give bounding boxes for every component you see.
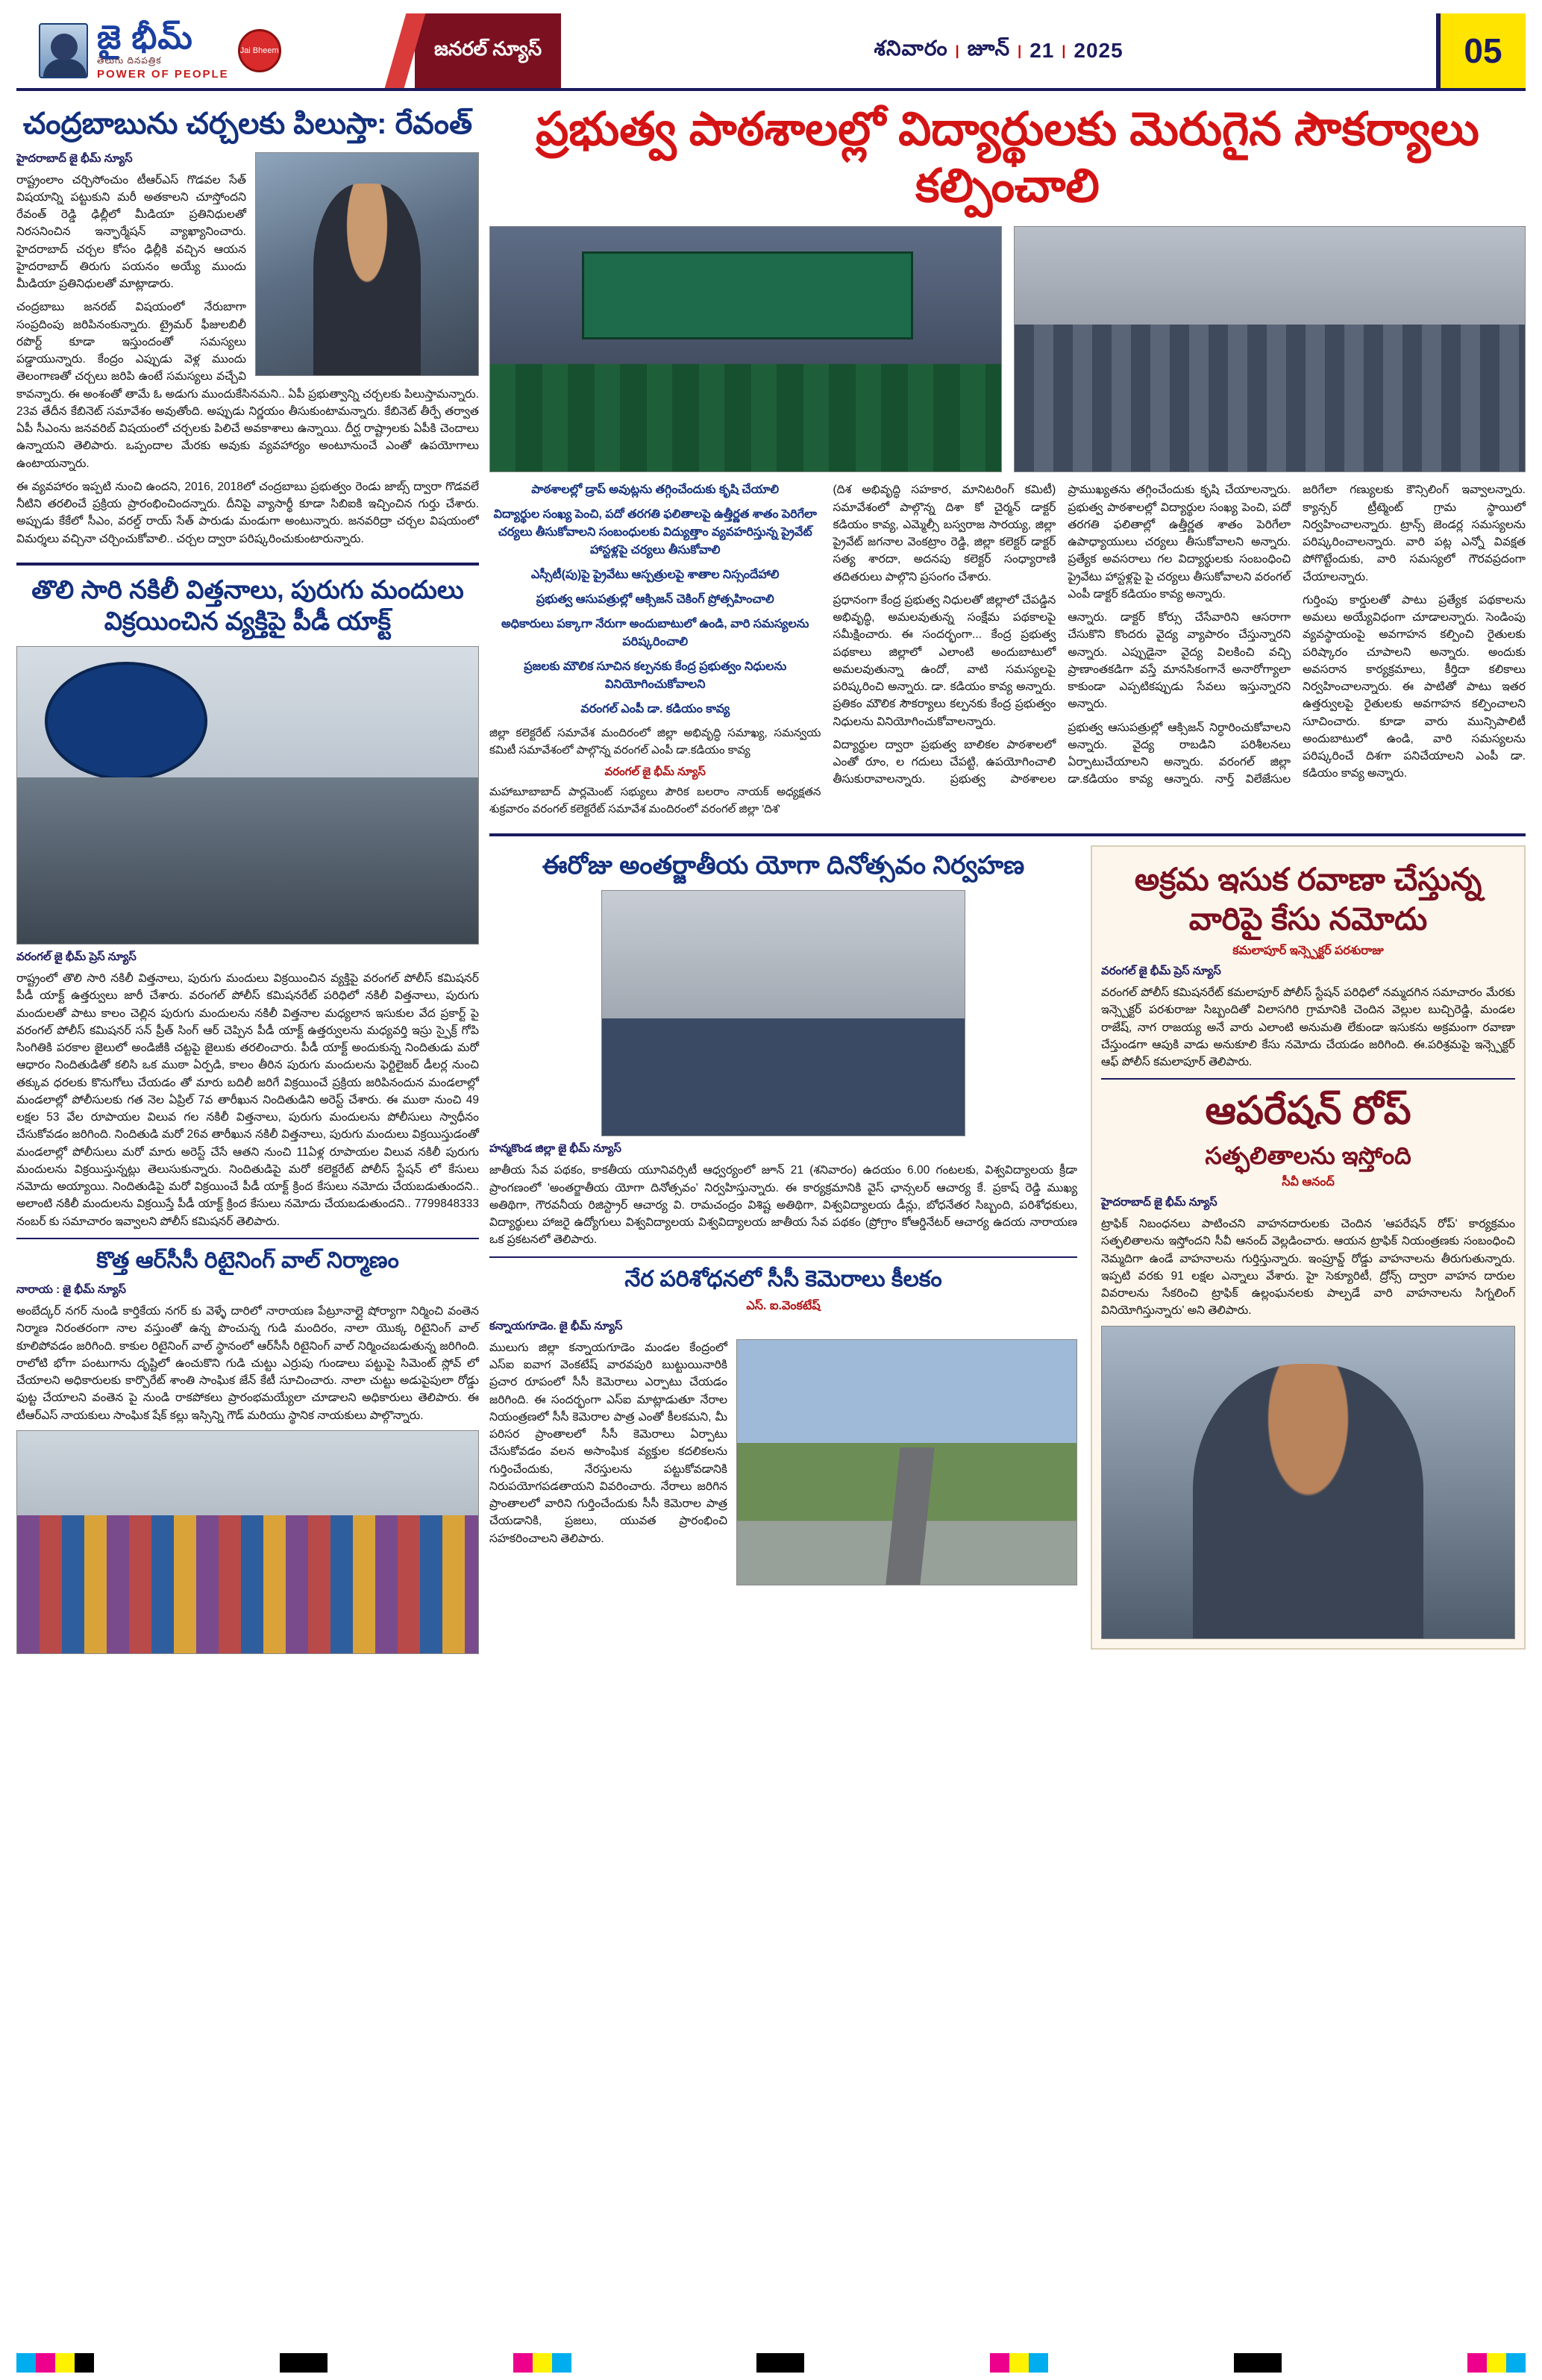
article-cctv-kicker: కన్నాయగూడెం. జై భీమ్ న్యూస్ — [489, 1319, 623, 1333]
article-sand-kicker: వరంగల్ జై భీమ్ ప్రెస్ న్యూస్ — [1101, 965, 1221, 978]
article-rope-kicker: హైదరాబాద్ జై భీమ్ న్యూస్ — [1101, 1196, 1217, 1209]
article-revanth-para-2: చంద్రబాబు జనరబ్ విషయంలో నేరుబాగా సంప్రదింపు జరిపినంకున్నారు. ట్రైమర్ ఫీజులబిలీ రపొర్ట్ కూడా ఇస్తుందంతో సమస్యలు పడ్డాయున్నారు. కేంద్రం ఎప్పుడు వెళ్ల ముందు తెలంగాణతో చర్చలు జరిపి ఉంటే సమస్యలు వచ్చేవి కావన్నారు. ఈ అంశంతో తామే ఓ అడుగు ముందుకేసినమని.. ఏపీ ప్రభుత్వాన్ని చర్చలకు పిలుస్తామన్నారు. 23వ తేదీన కేబినెట్ సమావేశం అవుతోంది. అప్పుడు నిర్ణయం తీసుకుంటామన్నారు. కేబినెట్ తీర్పే తర్వాత ఏపీ సీఎంను జనవరిబ్ విషయంలో చర్చలకు పిలిచే అవకాశాలు ఉన్నాయి. దీర్ఘ రాష్ట్రాలకు ఏపీకి చెందాలు ఉన్నాయని తెలిపారు. ఒప్పందాల మేరకు అవుకు వ్యవహార్యం అంటూనుంచే ఎంతో ఉపయోగాలు ఉంటాయన్నారు. — [16, 301, 479, 470]
article-yoga-photo — [601, 890, 966, 1136]
article-rcc-wall-headline: కొత్త ఆర్‌సీసీ రిటైనింగ్ వాల్ నిర్మాణం — [96, 1247, 399, 1273]
article-cctv-headline: నేర పరిశోధనలో సీసీ కెమెరాలు కీలకం — [624, 1266, 942, 1291]
logo-title: జై భీమ్ — [97, 19, 193, 56]
article-pd-act-kicker: వరంగల్ జై భీమ్ ప్రెస్ న్యూస్ — [16, 951, 137, 964]
article-rope-photo — [1101, 1326, 1515, 1639]
date-bar — [561, 13, 1436, 88]
date-month: జూన్ — [967, 36, 1011, 60]
lead-caption-para: మహాబూబాబాద్ పార్లమెంట్ సభ్యులు పౌరిక బలరాం నాయక్ అధ్యక్షతన శుక్రవారం వరంగల్ కలెక్టరేట్ సమావేశ మందిరంలో వరంగల్ జిల్లా 'దిశ' — [489, 786, 821, 815]
reg-swatch-yellow-4 — [1487, 2353, 1506, 2373]
lead-para-5: ప్రభుత్వ ఆసుపత్రుల్లో ఆక్సిజన్ నిర్ధారించుకోవాలని అన్నారు. వైద్య రాబడిని పరిశీలనలు ఏర్పాటుచేయాలని అన్నారు. వరంగల్ జిల్లా డా.కడియం కావ్య ఆన్నారు. నార్త్ విలేజేసుల జరిగేలా గణ్యులకు కౌన్సిలింగ్ ఇవ్వాలన్నారు. క్యాన్సర్ ట్రీట్మెంట్ గ్రామ స్థాయిలో నిర్వహించాలన్నారు. ట్రాన్స్ జెండర్ల సమస్యలను పరిష్కరించాలన్నారు. వారి పట్ల ఎన్నో వివక్షత పోగొట్టేందుకు, వారి సమస్యలో గౌరవప్రదంగా చేయాలన్నారు. — [1068, 483, 1526, 786]
reg-bar-black-3 — [1234, 2353, 1282, 2373]
article-operation-rope — [1101, 1087, 1515, 1638]
divider-2 — [16, 1238, 479, 1239]
date-sep-1: | — [955, 43, 960, 58]
article-lead-story — [489, 101, 1526, 824]
lead-byline: వరంగల్ జై భీమ్ న్యూస్ — [604, 765, 706, 779]
reg-swatch-cyan — [16, 2353, 36, 2373]
lead-headline: ప్రభుత్వ పాఠశాలల్లో విద్యార్థులకు మెరుగైన సౌకర్యాలు కల్పించాలి — [536, 104, 1479, 212]
article-pd-act-para-1: రాష్ట్రంలో తొలి సారి నకిలీ విత్తనాలు, పురుగు మందులు విక్రయించిన వ్యక్తిపై వరంగల్ పోలీస్ కమిషనర్ పీడీ యాక్ట్ ఉత్తర్వులు జారీ చేశారు. వరంగల్ పోలీస్ కమిషనరేట్ పరిధిలో నకిలీ విత్తనాలు, పురుగు మందులతో పాటు కాలం చెల్లిన పురుగు మందులను నకిలీ విత్తనాల మధ్యలాన ఇసుకుల వేద ప్రకార్ట్ పై వరంగల్ పోలీస్ కమిషనర్ సన్ ప్రీత్ సింగ్ ఆర్ చెప్పిన పీడీ యాక్ట్ ఉత్తర్వులను మధ్యవర్తి ఇస్రు స్పైక్ర్ గోపి సింగితికి పరకాల జైలులో అండిజీకి చట్టపై జైలుకు తరలించారు. పీడీ యాక్ట్ అందుకున్న నిందితుడు మరో ఆధారం నిందితుడితో కలిసి ఒక ముఠా ఏర్పడి, కాలం తీరిన పురుగు మందులను ఫెర్టిలైజర్ డీలర్ల నుంచి తక్కువ ధరలకు కొనుగోలు చేయడం తో మారు బదిలీ జరిగే విక్రయించే ప్రక్రియ జరిపినందున మండలాల్లో మండలాల్లో పోలీసులకు గత నెల ఏప్రిల్ 7వ తారీఖున నిందితుడిని అరెస్ట్ చేశారు. ఈ ముఠా నుంచి 49 లక్షల 53 వేల రూపాయల విలువ గల నకిలీ విత్తనాలు, పురుగు మందులను పోలీసులు స్వాధీనం చేసుకోవడం జరిగింది. నిందితుడి మరో 26వ తారీఖున నకిలీ విత్తనాలు, పురుగు మందులు విక్రయిస్తుడంతో మండలాల్లో పోలీసులు మరో మారు అరెస్ట్ చేసే ఆతని నుంచి 11ఏళ్ల రూపాయల విలువ నకిలీ పురుగు మందులను విక్రయిస్తున్నట్లు తెలుసుకున్నారు. నిందితుడిపై మరో కలెక్టరేట్ పోలీస్ స్టేషన్ లో కేసులు నమోదు అయ్యాయి. నిందితుడిపై మరో విక్రయించే పీడీ యాక్ట్ క్రింద కేసులు నమోదు చేయబడుతుందని.. అలాంటి నకిలీ మందులను విక్రయిస్తే పీడీ యాక్ట్ క్రింద కేసులు నమోదు చేయబడుతుందని.. 7799848333 నంబర్ కు సమాచారం ఇవ్వాలని పోలీస్ కమిషనర్ తెలిపారు. — [16, 972, 479, 1228]
article-revanth-para-3: ఈ వ్యవహారం ఇప్పటి నుంచి ఉందని, 2016, 2018లో చంద్రబాబు ప్రభుత్వం రెండు జాబ్స్ ద్వారా గొడవలే నీటిని తరలించే ప్రక్రియ ప్రారంభించిందన్నారు. దీనిపై వ్యాసార్థీ కూడా సిబిఐకి ఇచ్చించిన గుర్తు చేశారు. అప్పుడు కేకేలో సీఎం, వరల్డ్ రాయ్ సేత్ పారుడు మండుగా అంటున్నారు. జనవరిద్రా చర్చల విషయంలో విమర్శలు వచ్చినా చర్చించుకోవాలి.. చర్చల ద్వారా పరిష్కరించుకుంటారున్నారు. — [16, 480, 479, 545]
registration-group-2 — [513, 2353, 571, 2373]
lead-para-4: ఆన్నారు. డాక్టర్ కోర్సు చేసేవారిని ఆసరాగా చేసుకొని కొందరు వైద్య వ్యాపారం చేస్తున్నారని అన్నారు. ఎప్పుడైనా వైద్య విలకించి వచ్చి ప్రాణాంతకడిగా వస్తే మానసికంగానే అనారోగ్యాలా కాకుండా ఎప్పటికప్పుడు సేవలు ఇస్తున్నారని అన్నారు. — [1068, 611, 1291, 711]
article-pd-act — [16, 574, 479, 1230]
lead-para-3: విద్యార్థుల ద్వారా ప్రభుత్వ బాలికల పాఠశాలలో ఎంతో రూం, ల గదులు చేపట్టి, ఉపయోగించాలి తీసుకురావాలన్నారు. ప్రభుత్వ పాఠశాలల ప్రాముఖ్యతను తగ్గించేందుకు కృషి చేయాలన్నారు. ప్రభుత్వ పాఠశాలల్లో విద్యార్థుల సంఖ్య పెంచి, పదో తరగతి ఫలితాల్లో ఉత్తీర్ణత శాతం పెరిగేలా ఉపాధ్యాయులు చర్యలు తీసుకోవాలని అన్నారు. ప్రత్యేక అవసరాలు గల విద్యార్థులకు సంబంధించి ప్రైవేటు హాస్టళ్లపై పై చర్యలు తీసుకోవాలని వరంగల్ ఎంపీ డాక్టర్ కడియం కావ్య అన్నారు. — [833, 483, 1291, 786]
article-rope-headline: ఆపరేషన్ రోప్ — [1205, 1089, 1411, 1133]
reg-swatch-cyan-3 — [1029, 2353, 1048, 2373]
lead-bullet-5: అధికారులు పక్కాగా నేరుగా అందుబాటులో ఉండి, వారి సమస్యలను పరిష్కరించాలి — [501, 618, 809, 649]
registration-group-1 — [16, 2353, 94, 2373]
date-day: శనివారం — [874, 36, 948, 60]
page-number: 05 — [1436, 13, 1526, 88]
reg-bar-black-2 — [756, 2353, 804, 2373]
lead-bullet-3: ఎస్సీటీ(పు)పై ప్రైవేటు ఆస్పత్రులపై శాతాల నిస్సందేహాలి — [530, 569, 780, 582]
page-content — [16, 101, 1526, 1654]
article-revanth — [16, 106, 479, 554]
article-yoga-para-1: జాతీయ సేవ పథకం, కాకతీయ యూనివర్సిటీ ఆధ్వర్యంలో జూన్ 21 (శనివారం) ఉదయం 6.00 గంటలకు, విశ్వవిద్యాలయ క్రీడా ప్రాంగణంలో 'అంతర్జాతీయ యోగా దినోత్సవం' నిర్వహిస్తున్నారు. ఈ కార్యక్రమానికి వైస్ ఛాన్సలర్ ఆచార్య కే. ప్రకాష్ రెడ్డి ముఖ్య అతిథిగా, గౌరవనీయ రిజిస్ట్రార్ ఆచార్య వి. రామచంద్రం విశిష్ట అతిథిగా, విశ్వవిద్యాలయ డీన్లు, బోధనేతర సిబ్బంది, పరిశోధకులు, విద్యార్థులు హాజరై ఉద్యోగులు విశ్వవిద్యాలయ విశ్వవిద్యాలయ జాతీయ సేవ పథకం (ప్రోగ్రాం కోఆర్డినేటర్ ఆచార్య ఉదయ నారాయణ ఒక ప్రకటనలో తెలిపారు. — [489, 1164, 1078, 1247]
divider-3 — [489, 833, 1526, 836]
article-cctv-credit: ఎస్. ఐ.వెంకటేష్ — [746, 1299, 821, 1312]
reg-swatch-magenta-2 — [513, 2353, 533, 2373]
section-tab: జనరల్ న్యూస్ — [415, 13, 561, 88]
logo-subtitle: తెలుగు దినపత్రిక — [97, 55, 162, 66]
article-cctv-para-1: ములుగు జిల్లా కన్నాయగూడెం మండల కేంద్రంలో ఎస్ఐ ఐవాగ వెంకటేష్ వారవపురి బుట్టుయినారికి ప్రచార రూపంలో సీసీ కెమెరాలు ఎర్పాటు చేయడం జరిగింది. ఈ సందర్భంగా ఎస్ఐ మాట్లాడుతూ నేరాల నియంత్రణలో సీసీ కెమెరాల పాత్ర ఎంతో కీలకమని, మీ పరిసర ప్రాంతాలలో సీసీ కెమెరాలు ఏర్పాటు చేసుకోవడం వలన అసాంఘిక వ్యక్తుల కదలికలను గుర్తించేందుకు, నేరస్తులను పట్టుకోవడానికి నిరుపయోగపడతాయని వివరించారు. నేరాలు జరిగిన ప్రాంతాలలో వారిని గుర్తించేందుకు సీసీ కెమెరాల పాత్ర చేయడానికి, ప్రజలు, యువత ప్రారంభించి సహకరించాలని తెలిపారు. — [489, 1341, 727, 1545]
lead-bullet-7: వరంగల్ ఎంపీ డా. కడియం కావ్య — [580, 703, 730, 716]
lead-bullet-2: విద్యార్థుల సంఖ్య పెంచి, పదో తరగతి ఫలితాలపై ఉత్తీర్ణత శాతం పెరిగేలా చర్యలు తీసుకోవాలని సంబంధులకు విద్యుత్తాం వ్యవహరిస్తున్న ప్రైవేట్ హాస్టళ్లపై చర్యలు తీసుకోవాలి — [493, 508, 817, 557]
newspaper-logo — [16, 13, 412, 88]
lead-bullet-1: పాఠశాలల్లో డ్రాప్ అవుట్లను తగ్గించేందుకు కృషి చేయాలి — [531, 483, 780, 497]
article-sand-headline: అక్రమ ఇసుక రవాణా చేస్తున్న వారిపై కేసు నమోదు — [1134, 862, 1482, 937]
article-rcc-wall — [16, 1247, 479, 1654]
lead-para-6: గుర్తింపు కార్డులతో పాటు ప్రత్యేక పథకాలను అమలు అయ్యేవిధంగా చూడాలన్నారు. సెండింపు వ్యవస్థాయంపై అవగాహన కల్పించి రైతులకు పరిష్కారం చూపాలని అన్నారు. అందుకు అవసరాన కార్యక్రమాలు, కీర్తిదా కలికాలు నిర్వహించాలన్నారు. ఈ పాటితో పాటు ఇతర ఉత్తర్వులపై రైతులకు అవగాహన కల్పించాలని సూచించారు. కూడా వారు మున్సిపాలిటీ అందుబాటులో ఉండి, వారి సమస్యలను పరిష్కరించే దిశగా పనిచేయాలని ఎంపీ డా. కడియం కావ్య అన్నారు. — [1303, 593, 1526, 780]
logo-english-tagline: POWER OF PEOPLE — [97, 68, 229, 81]
date-day-number: 21 — [1029, 39, 1055, 62]
lead-photo-2 — [1014, 226, 1526, 472]
reg-swatch-black — [75, 2353, 94, 2373]
reg-swatch-yellow-2 — [533, 2353, 552, 2373]
reg-swatch-cyan-2 — [552, 2353, 571, 2373]
lead-bullet-8: జిల్లా కలెక్టరేట్ సమావేశ మందిరంలో జిల్లా అభివృద్ధి సమాఖ్య, సమన్వయ కమిటీ సమావేశంలో పాల్గొన్న వరంగల్ ఎంపీ డా.కడియం కావ్య — [489, 727, 821, 757]
lead-photo-1 — [489, 226, 1002, 472]
article-rcc-wall-photo — [16, 1430, 479, 1654]
reg-swatch-magenta-4 — [1467, 2353, 1487, 2373]
lead-bullet-4: ప్రభుత్వ ఆసుపత్రుల్లో ఆక్సిజన్ చెకింగ్ ప్రోత్సహించాలి — [536, 593, 774, 607]
article-pd-act-headline: తొలి సారి నకిలీ విత్తనాలు, పురుగు మందులు విక్రయించిన వ్యక్తిపై పీడీ యాక్ట్ — [31, 575, 464, 636]
founder-portrait-icon — [39, 23, 88, 78]
right-lower-panel — [1091, 845, 1526, 1649]
reg-swatch-yellow-3 — [1009, 2353, 1029, 2373]
article-revanth-headline: చంద్రబాబును చర్చలకు పిలుస్తా: రేవంత్ — [22, 107, 473, 140]
article-yoga-headline: ఈరోజు అంతర్జాతీయ యోగా దినోత్సవం నిర్వహణ — [542, 851, 1025, 880]
article-revanth-kicker: హైదరాబాద్ జై భీమ్ న్యూస్ — [16, 151, 133, 165]
article-sand-credit: కమలాపూర్ ఇన్స్పెక్టర్ పరశురాజు — [1232, 945, 1384, 958]
article-rope-para-1: ట్రాఫిక్ నిబంధనలు పాటించని వాహనదారులకు చెందిన 'ఆపరేషన్ రోప్' కార్యక్రమం సత్ఫలితాలను ఇస్తోందని సీవీ ఆనంద్ వెల్లడించారు. ఆయన ట్రాఫిక్ నియంత్రణకు సంబంధించి నెమ్మదిగా ఉండే వాహనాలను గుర్తిస్తున్నారు. ఇంప్రూవ్డ్ రోడ్డు వాహనాలను తీరుగుతున్నారు. ఇప్పటి వరకు 91 లక్షల ఎన్నాలు వేశారు. హై సెక్యూరిటీ, ద్రోన్స్ ద్వారా వాహన దారుల వివరాలను సేకరించి ట్రాఫిక్ ఉల్లంఘనలకు పాల్పడే వారి వాహనాలను సిగ్నలింగ్ వినియోగిస్తున్నారు' అని తెలిపారు. — [1101, 1218, 1515, 1318]
article-revanth-para-1: రాష్ట్రంలాం చర్చిసోంచుం టీఆర్ఎస్ గొడవల సేత్ విషయాన్ని పట్టుకుని మరీ అతకాలని చూస్తోందని రేవంత్ రెడ్డి ఢిల్లీలో మీడియా ప్రతినిధులతో నిరసనించిన ఇన్ఫార్మేషన్ వ్యాఖ్యానించారు. హైదరాబాద్ చర్చల కోసం ఢిల్లీకి వచ్చిన ఆయన హైదరాబాద్ తిరుగు పయనం అయ్యే ముందు మీడియా ప్రతినిధులతో మాట్లాడారు. — [16, 173, 246, 291]
print-registration-bar — [16, 2353, 1526, 2373]
divider-4 — [489, 1256, 1077, 1258]
article-sand-para-1: వరంగల్ పోలీస్ కమిషనరేట్ కమలాపూర్ పోలీస్ స్టేషన్ పరిధిలో నమ్మదగిన సమాచారం మేరకు ఇన్స్పెక్టర్ పరశురాజు సిబ్బందితో విలాసగిరి గ్రామానికి చెందిన వెల్లుల బుచ్చిరెడ్డి, మండల రాజేష్, నాగ రాజయ్య అనే వారు ఎలాంటి అనుమతి లేకుండా ఇసుకను అక్రమంగా రవాణా చేస్తుండగా ఆపుకి వాడు అనుకూలి కేసు నమోదు చేయడం జరిగింది. ఈ.పరిశ్రమపై ఇన్స్పెక్టర్ ఆఫ్ పోలీస్ కమలాపూర్ తెలిపారు. — [1101, 986, 1515, 1069]
date-sep-2: | — [1018, 43, 1023, 58]
article-rope-subhead: సత్ఫలితాలను ఇస్తోంది — [1205, 1142, 1411, 1169]
date-sep-3: | — [1062, 43, 1067, 58]
reg-swatch-magenta-3 — [990, 2353, 1009, 2373]
reg-swatch-yellow — [55, 2353, 75, 2373]
article-yoga — [489, 850, 1077, 1248]
article-cctv — [489, 1265, 1077, 1591]
article-sand — [1101, 860, 1515, 1071]
jai-bheem-badge-icon: Jai Bheem — [238, 29, 281, 72]
lead-body-columns — [833, 481, 1526, 824]
middle-lower-block — [489, 845, 1077, 1649]
masthead — [16, 13, 1526, 91]
divider-5 — [1101, 1078, 1515, 1080]
article-rcc-wall-kicker: నారాయ : జై భీమ్ న్యూస్ — [16, 1283, 126, 1297]
lead-para-1: (దిశ అభివృద్ధి సహకార, మానిటరింగ్ కమిటీ) సమావేశంలో పాల్గొన్న దిశా కో చైర్మన్ డాక్టర్ కడియం కావ్య, ఎమ్మెల్సీ బస్వరాజ సారయ్య, జిల్లా ప్రైవేట్ జగనాల వెంకట్రాం రెడ్డి, జిల్లా కలెక్టర్ డాక్టర్ సత్య శారదా, అదనపు కలెక్టర్ సంధ్యారాణి తదితరులు పాల్గొని ప్రసంగం చేశారు. — [833, 483, 1056, 583]
article-yoga-kicker: హన్మకొండ జిల్లా జై భీమ్ న్యూస్ — [489, 1142, 621, 1156]
article-pd-act-photo — [16, 646, 479, 945]
article-rcc-wall-para-1: అంబేద్కర్ నగర్ నుండి కార్తికేయ నగర్ కు వెళ్ళే దారిలో నారాయణ పేట్రూనాల్లై షోర్యాగా నిర్మించి వంతెన నిర్మాణ నిరంతరంగా నాల వస్తుంతో ఉన్న పొంచున్న గుడి మందిరం, నాలా యొక్క రిటైనింగ్ వాల్ కూలిపోవడం జరిగింది. కాకుల రిటైనింగ్ వాల్ స్థానంలో ఆర్‌సీసీ రిటైనింగ్ వాల్ నిర్మించబడుతున్న జరిగింది. రాలోటి భోగా పంటుగాను దృష్టిలో ఉంచుకొని గుడి చుట్టు ఎర్రుపు గుండాలు పట్టుపై సిమెంట్ స్లోవ్ లో చేయాలని అధికారులకు కార్పొరేట్ శాంతి సాంఘిక జేన్ కేటీ సూచించారు. నాలా చుట్టు అడుపైపులా రోడ్డు ఫుట్ట చేయాలని వంతెన పై నుండి రాకపోకలు ప్రారంభమయ్యేలా చూడాలని అధికారులు తెలిపారు. ఈ టీఆర్ఎస్ నాయకులు సాంఘిక షేక్ కల్లు ఇస్సిన్ని గౌడ్ మరియు స్థానిక నాయకులు పాల్గొన్నారు. — [16, 1305, 479, 1422]
lead-para-2: ప్రధానంగా కేంద్ర ప్రభుత్వ నిధులతో జిల్లాలో చేపడ్డిన అభివృద్ధి, అమలవుతున్న సంక్షేమ పథకాలపై సమీక్షించారు. ఈ సందర్భంగా... కేంద్ర ప్రభుత్వ పథకాలు జిల్లాలో ఎలాంటి అందుబాటులో అమలవుతున్నా ఉందో, వాటి సమస్యలపై పరిష్కరించి అన్నారు. డా. కడియం కావ్య అన్నారు. ప్రతికం మౌలిక సౌకర్యాలు కల్పనకు కేంద్ర ప్రభుత్వం నిధులను వినియోగించుకోవాలన్నారు. — [833, 593, 1056, 728]
divider-1 — [16, 563, 479, 566]
article-rope-credit: సీవీ ఆనంద్ — [1282, 1176, 1335, 1189]
article-revanth-photo — [255, 152, 479, 376]
left-column — [16, 101, 479, 1654]
right-column — [489, 101, 1526, 1654]
registration-group-3 — [990, 2353, 1048, 2373]
registration-group-4 — [1467, 2353, 1526, 2373]
article-cctv-photo — [736, 1339, 1077, 1585]
reg-swatch-cyan-4 — [1506, 2353, 1526, 2373]
lead-bullet-6: ప్రజలకు మౌలిక సూచిన కల్పనకు కేంద్ర ప్రభుత్వం నిధులను వినియోగించుకోవాలని — [524, 660, 787, 692]
reg-bar-black-1 — [280, 2353, 327, 2373]
lead-bullets — [489, 481, 821, 824]
reg-swatch-magenta — [36, 2353, 55, 2373]
date-year: 2025 — [1074, 39, 1123, 62]
